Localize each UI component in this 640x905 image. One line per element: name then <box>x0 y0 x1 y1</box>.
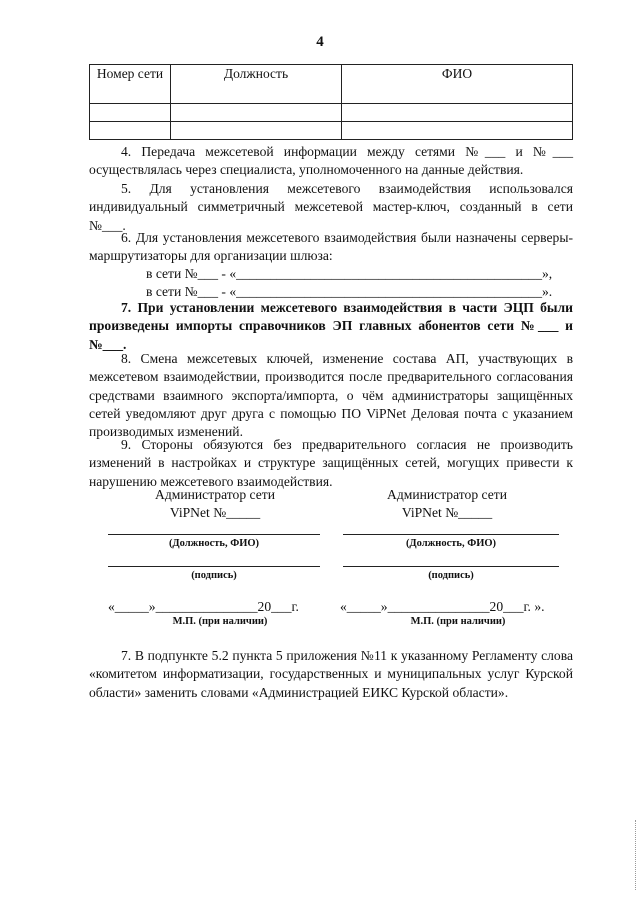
table-header-row <box>90 65 573 104</box>
left-signature-caption: (подпись) <box>191 570 237 581</box>
left-admin-title: Администратор сети <box>155 487 275 502</box>
right-signature-caption: (подпись) <box>428 570 474 581</box>
left-admin-vipnet: ViPNet №_____ <box>169 505 261 520</box>
left-position-caption: (Должность, ФИО) <box>168 538 260 549</box>
left-admin-block <box>130 486 300 522</box>
paragraph-4: 4. Передача межсетевой информации между сетями №___ и №___ осуществлялась через специалиста, уполномоченного на данные действия. <box>89 144 573 178</box>
table-cell <box>90 104 171 122</box>
header-position: Должность <box>171 65 342 104</box>
table-cell <box>171 122 342 140</box>
scan-edge-mark <box>635 820 638 890</box>
right-date-line: «_____»_______________20___г. ». <box>340 599 545 614</box>
paragraph-5: 5. Для установления межсетевого взаимодействия использовался индивидуальный симметричный межсетевой мастер-ключ, созданный в сети №___. <box>89 181 573 233</box>
paragraph-7: 7. При установлении межсетевого взаимодействия в части ЭЦП были произведены импорты справочников ЭП главных абонентов сети №___ и №___. <box>89 300 573 352</box>
header-net-number: Номер сети <box>90 65 171 104</box>
table-row <box>90 122 573 140</box>
table-row <box>90 104 573 122</box>
left-signature-line <box>108 566 320 567</box>
right-stamp-caption: М.П. (при наличии) <box>410 616 506 627</box>
right-admin-block <box>362 486 532 522</box>
table-cell <box>342 104 573 122</box>
table-cell <box>171 104 342 122</box>
right-position-caption: (Должность, ФИО) <box>405 538 497 549</box>
gateway-line-2: в сети №___ - «_____________________________________________». <box>146 284 553 299</box>
gateway-line-1: в сети №___ - «_____________________________________________», <box>146 266 553 281</box>
table-cell <box>342 122 573 140</box>
page-number: 4 <box>316 34 324 50</box>
network-table <box>89 64 573 140</box>
right-signature-line <box>343 566 559 567</box>
left-stamp-caption: М.П. (при наличии) <box>172 616 268 627</box>
paragraph-9: 9. Стороны обязуются без предварительного согласия не производить изменений в настройках и структуре защищённых сетей, могущих привести к нарушению межсетевого взаимодействия. <box>89 437 573 489</box>
paragraph-6: 6. Для установления межсетевого взаимодействия были назначены серверы-маршрутизаторы для организации шлюза: <box>89 230 573 264</box>
amendment-item-7: 7. В подпункте 5.2 пункта 5 приложения №11 к указанному Регламенту слова «комитетом информатизации, государственных и муниципальных услуг Курской области» заменить словами «Администрацией ЕИКС Курской области». <box>89 648 573 700</box>
right-admin-vipnet: ViPNet №_____ <box>401 505 493 520</box>
right-position-line <box>343 534 559 535</box>
table-cell <box>90 122 171 140</box>
left-date-line: «_____»_______________20___г. <box>108 599 299 614</box>
paragraph-8: 8. Смена межсетевых ключей, изменение состава АП, участвующих в межсетевом взаимодействии, производится после предварительного согласования средствами взаимного экспорта/импорта, о чём администраторы защищённых сетей уведомляют друг друга с помощью ПО ViPNet Деловая почта с указанием производимых изменений. <box>89 351 573 440</box>
right-admin-title: Администратор сети <box>387 487 507 502</box>
header-fio: ФИО <box>342 65 573 104</box>
left-position-line <box>108 534 320 535</box>
